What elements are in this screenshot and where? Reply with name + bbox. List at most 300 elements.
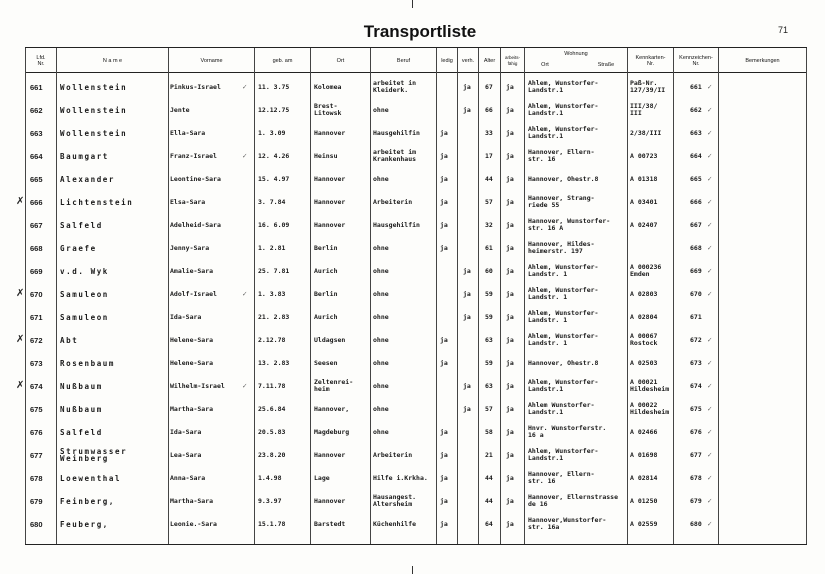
header-beruf: Beruf (396, 58, 411, 64)
row-geburtsdatum: 1.4.98 (258, 473, 282, 482)
row-cross-mark: ✗ (16, 288, 25, 299)
row-vorname: Helene-Sara (170, 358, 214, 367)
row-vorname: Franz-Israel (170, 151, 217, 160)
table-row (0, 145, 825, 167)
row-vorname: Martha-Sara (170, 404, 214, 413)
row-vorname-check: ✓ (242, 381, 248, 390)
row-geburtsdatum: 9.3.97 (258, 496, 282, 505)
row-kennzeichen-check: ✓ (707, 289, 713, 298)
header-verh: verh. (461, 58, 475, 64)
row-vorname: Jenny-Sara (170, 243, 210, 252)
row-vorname: Ida-Sara (170, 427, 202, 436)
row-geburtsdatum: 2.12.78 (258, 335, 286, 344)
row-verheiratet (463, 191, 478, 213)
row-ort: Hannover, (314, 404, 350, 413)
row-kennzeichen: 673 (690, 358, 702, 367)
header-ledig: ledig (441, 58, 453, 64)
row-verheiratet (463, 168, 478, 190)
row-wohnung: Ahlem Wunstorfer- Landstr.1 (528, 401, 595, 416)
row-beruf: Küchenhilfe (373, 519, 417, 528)
row-alter: 44 (485, 174, 493, 183)
row-kennzeichen: 672 (690, 335, 702, 344)
row-ort: Zeltenrei- heim (314, 378, 354, 393)
table-row (0, 329, 825, 351)
row-beruf: ohne (373, 358, 389, 367)
row-name: Wollenstein (60, 82, 128, 92)
row-kennzeichen: 679 (690, 496, 702, 505)
row-geburtsdatum: 1. 2.81 (258, 243, 286, 252)
document-title: Transportliste (363, 22, 477, 41)
row-kennkarte: A 02803 (630, 289, 658, 298)
table-row (0, 168, 825, 190)
row-verheiratet (463, 237, 478, 259)
row-kennkarte: A 02559 (630, 519, 658, 528)
row-kennzeichen-check: ✓ (707, 151, 713, 160)
row-number: 676 (30, 427, 43, 437)
table-bottom-border (25, 544, 807, 545)
row-wohnung: Ahlem, Wunstorfer- Landstr.1 (528, 378, 599, 393)
row-kennzeichen: 677 (690, 450, 702, 459)
row-verheiratet (463, 467, 478, 489)
row-ledig: ja (440, 519, 448, 528)
row-ort: Aurich (314, 266, 338, 275)
row-vorname: Adolf-Israel (170, 289, 217, 298)
row-arbeitsfaehig: ja (506, 128, 514, 137)
row-ledig: ja (440, 335, 448, 344)
row-kennkarte: A 02503 (630, 358, 658, 367)
table-row (0, 283, 825, 305)
row-vorname-check (242, 214, 252, 236)
row-number: 665 (30, 174, 43, 184)
row-vorname-check (242, 513, 252, 535)
table-row (0, 122, 825, 144)
table-row (0, 260, 825, 282)
row-verheiratet: ja (463, 381, 471, 390)
row-verheiratet: ja (463, 289, 471, 298)
row-vorname-check (242, 352, 252, 374)
row-kennzeichen-check (707, 306, 717, 328)
row-number: 669 (30, 266, 43, 276)
row-name: Strumwasser Weinberg (60, 447, 128, 463)
row-ort: Berlin (314, 243, 338, 252)
row-kennkarte: A 01250 (630, 496, 658, 505)
row-kennzeichen-check: ✓ (707, 496, 713, 505)
row-cross-mark: ✗ (16, 196, 25, 207)
row-kennkarte: III/38/ III (630, 102, 658, 117)
row-kennzeichen-check: ✓ (707, 519, 713, 528)
row-kennzeichen-check: ✓ (707, 427, 713, 436)
row-kennzeichen-check: ✓ (707, 381, 713, 390)
table-row (0, 398, 825, 420)
row-arbeitsfaehig: ja (506, 197, 514, 206)
row-alter: 57 (485, 197, 493, 206)
row-wohnung: Ahlem, Wunstorfer- Landstr. 1 (528, 309, 599, 324)
row-arbeitsfaehig: ja (506, 266, 514, 275)
table-row (0, 191, 825, 213)
row-number: 678 (30, 473, 43, 483)
row-ort: Lage (314, 473, 330, 482)
row-ort: Hannover (314, 128, 346, 137)
row-kennzeichen: 662 (690, 105, 702, 114)
row-beruf: arbeitet in Kleiderk. (373, 79, 417, 94)
row-alter: 21 (485, 450, 493, 459)
header-wohnung: Wohnung (564, 51, 588, 57)
row-vorname-check: ✓ (242, 82, 248, 91)
row-vorname: Leontine-Sara (170, 174, 221, 183)
row-ort: Magdeburg (314, 427, 350, 436)
row-ort: Seesen (314, 358, 338, 367)
row-wohnung: Ahlem, Wunstorfer- Landstr. 1 (528, 332, 599, 347)
row-arbeitsfaehig: ja (506, 243, 514, 252)
row-verheiratet: ja (463, 105, 471, 114)
row-name: Salfeld (60, 427, 103, 437)
row-verheiratet (463, 444, 478, 466)
header-alter: Alter (483, 58, 496, 64)
row-number: 679 (30, 496, 43, 506)
row-vorname-check (242, 168, 252, 190)
table-row (0, 76, 825, 98)
row-verheiratet (463, 490, 478, 512)
row-vorname-check (242, 467, 252, 489)
row-kennkarte: A 000236 Emden (630, 263, 662, 278)
row-kennzeichen: 675 (690, 404, 702, 413)
row-cross-mark: ✗ (16, 380, 25, 391)
row-kennzeichen: 663 (690, 128, 702, 137)
row-wohnung: Hannover, Wunstorfer- str. 16 A (528, 217, 611, 232)
row-kennzeichen-check: ✓ (707, 105, 713, 114)
row-name: Samuleon (60, 289, 109, 299)
row-kennzeichen: 676 (690, 427, 702, 436)
row-vorname: Anna-Sara (170, 473, 206, 482)
row-kennzeichen-check: ✓ (707, 450, 713, 459)
row-vorname: Pinkus-Israel (170, 82, 221, 91)
row-ort: Hannover (314, 220, 346, 229)
header-name: N a m e (102, 58, 123, 64)
row-vorname: Helene-Sara (170, 335, 214, 344)
table-row (0, 306, 825, 328)
row-number: 662 (30, 105, 43, 115)
row-verheiratet (463, 421, 478, 443)
row-beruf: arbeitet im Krankenhaus (373, 148, 417, 163)
row-vorname: Amalie-Sara (170, 266, 214, 275)
row-geburtsdatum: 7.11.78 (258, 381, 286, 390)
row-name: Samuleon (60, 312, 109, 322)
row-arbeitsfaehig: ja (506, 473, 514, 482)
row-name: Lichtenstein (60, 197, 134, 207)
row-beruf: Arbeiterin (373, 450, 413, 459)
row-ledig: ja (440, 450, 448, 459)
row-number: 667 (30, 220, 43, 230)
row-beruf: Hausgehilfin (373, 128, 420, 137)
row-verheiratet (463, 214, 478, 236)
row-arbeitsfaehig: ja (506, 427, 514, 436)
table-row (0, 490, 825, 512)
row-geburtsdatum: 1. 3.83 (258, 289, 286, 298)
row-arbeitsfaehig: ja (506, 496, 514, 505)
row-geburtsdatum: 23.8.20 (258, 450, 286, 459)
row-ort: Berlin (314, 289, 338, 298)
row-name: Alexander (60, 174, 116, 184)
row-kennkarte: A 01698 (630, 450, 658, 459)
row-name: v.d. Wyk (60, 266, 109, 276)
row-kennkarte: Paß-Nr. 127/39/II (630, 79, 666, 94)
header-arbeitsfaehig: arbeits- fähig (504, 55, 520, 66)
row-wohnung: Hannover,Wunstorfer- str. 16a (528, 516, 607, 531)
row-ledig: ja (440, 427, 448, 436)
row-beruf: Hausgehilfin (373, 220, 420, 229)
header-geb: geb. am (272, 58, 293, 64)
row-vorname: Leonie.-Sara (170, 519, 217, 528)
row-geburtsdatum: 15.1.78 (258, 519, 286, 528)
row-kennkarte: A 02407 (630, 220, 658, 229)
page-edge-mark-top (412, 0, 413, 8)
row-alter: 59 (485, 358, 493, 367)
row-number: 672 (30, 335, 43, 345)
row-arbeitsfaehig: ja (506, 381, 514, 390)
row-kennkarte (630, 237, 673, 259)
row-wohnung: Hannover, Ellern- str. 16 (528, 148, 595, 163)
row-kennzeichen: 665 (690, 174, 702, 183)
header-wohn-ort: Ort (541, 62, 549, 68)
row-verheiratet (463, 145, 478, 167)
row-alter: 32 (485, 220, 493, 229)
row-wohnung: Hannover, Strang- riede 55 (528, 194, 595, 209)
row-wohnung: Ahlem, Wunstorfer- Landstr.1 (528, 447, 599, 462)
row-kennzeichen-check: ✓ (707, 358, 713, 367)
row-vorname: Jente (170, 105, 190, 114)
row-vorname: Wilhelm-Israel (170, 381, 225, 390)
table-header-border (25, 72, 807, 73)
row-ort: Barstedt (314, 519, 346, 528)
row-wohnung: Ahlem, Wunstorfer- Landstr. 1 (528, 263, 599, 278)
row-kennkarte: 2/38/III (630, 128, 662, 137)
row-alter: 33 (485, 128, 493, 137)
row-alter: 64 (485, 519, 493, 528)
row-wohnung: Hannover, Ohestr.8 (528, 358, 599, 367)
row-vorname: Adelheid-Sara (170, 220, 221, 229)
row-kennkarte: A 03401 (630, 197, 658, 206)
row-vorname-check (242, 329, 252, 351)
row-vorname: Lea-Sara (170, 450, 202, 459)
row-name: Nußbaum (60, 381, 103, 391)
table-row (0, 513, 825, 535)
row-number: 661 (30, 82, 43, 92)
row-number: 666 (30, 197, 43, 207)
row-verheiratet (463, 329, 478, 351)
table-row (0, 352, 825, 374)
row-ort: Kolomea (314, 82, 342, 91)
row-arbeitsfaehig: ja (506, 450, 514, 459)
row-kennzeichen: 667 (690, 220, 702, 229)
row-kennkarte: A 00021 Hildesheim (630, 378, 670, 393)
row-vorname: Ida-Sara (170, 312, 202, 321)
row-beruf: Arbeiterin (373, 197, 413, 206)
row-geburtsdatum: 11. 3.75 (258, 82, 290, 91)
row-geburtsdatum: 25. 7.81 (258, 266, 290, 275)
row-geburtsdatum: 15. 4.97 (258, 174, 290, 183)
row-ledig: ja (440, 220, 448, 229)
row-ort: Hannover (314, 197, 346, 206)
table-row (0, 375, 825, 397)
table-row (0, 237, 825, 259)
row-ledig (440, 99, 457, 121)
row-vorname-check (242, 260, 252, 282)
row-kennkarte: A 00022 Hildesheim (630, 401, 670, 416)
row-wohnung: Ahlem, Wunstorfer- Landstr.1 (528, 125, 599, 140)
row-kennzeichen: 680 (690, 519, 702, 528)
row-alter: 63 (485, 335, 493, 344)
row-beruf: ohne (373, 312, 389, 321)
row-kennzeichen: 664 (690, 151, 702, 160)
header-wohn-strasse: Straße (597, 62, 615, 68)
header-kennkarte: Kennkarten- Nr. (635, 55, 666, 67)
row-wohnung: Hnvr. Wunstorferstr. 16 a (528, 424, 607, 439)
row-ledig: ja (440, 496, 448, 505)
row-vorname-check (242, 99, 252, 121)
row-geburtsdatum: 12. 4.26 (258, 151, 290, 160)
row-name: Wollenstein (60, 105, 128, 115)
row-vorname-check (242, 237, 252, 259)
row-arbeitsfaehig: ja (506, 151, 514, 160)
row-arbeitsfaehig: ja (506, 404, 514, 413)
row-kennkarte: A 02804 (630, 312, 658, 321)
row-number: 663 (30, 128, 43, 138)
row-kennzeichen: 666 (690, 197, 702, 206)
row-wohnung: Hannover, Ellernstrasse de 16 (528, 493, 619, 508)
row-vorname-check (242, 398, 252, 420)
row-vorname-check (242, 421, 252, 443)
row-ledig: ja (440, 174, 448, 183)
row-vorname-check: ✓ (242, 151, 248, 160)
row-number: 670 (30, 289, 43, 299)
row-ledig: ja (440, 128, 448, 137)
row-kennzeichen-check: ✓ (707, 174, 713, 183)
row-beruf: ohne (373, 266, 389, 275)
row-name: Abt (60, 335, 79, 345)
row-ledig: ja (440, 358, 448, 367)
row-kennzeichen-check: ✓ (707, 266, 713, 275)
row-alter: 63 (485, 381, 493, 390)
row-vorname: Ella-Sara (170, 128, 206, 137)
row-arbeitsfaehig: ja (506, 105, 514, 114)
header-lfd: Lfd. Nr. (36, 55, 46, 67)
row-kennkarte: A 01318 (630, 174, 658, 183)
row-beruf: ohne (373, 105, 389, 114)
row-geburtsdatum: 1. 3.09 (258, 128, 286, 137)
row-kennzeichen: 668 (690, 243, 702, 252)
row-arbeitsfaehig: ja (506, 312, 514, 321)
table-row (0, 99, 825, 121)
row-geburtsdatum: 16. 6.09 (258, 220, 290, 229)
row-ledig (440, 398, 457, 420)
row-alter: 58 (485, 427, 493, 436)
row-beruf: Hausangest. Altersheim (373, 493, 417, 508)
row-kennzeichen-check: ✓ (707, 220, 713, 229)
row-ort: Hannover (314, 496, 346, 505)
row-kennzeichen: 670 (690, 289, 702, 298)
row-verheiratet: ja (463, 404, 471, 413)
row-wohnung: Ahlem, Wunstorfer- Landstr.1 (528, 102, 599, 117)
row-beruf: ohne (373, 174, 389, 183)
page-edge-mark-bottom (412, 566, 413, 574)
row-kennzeichen-check: ✓ (707, 243, 713, 252)
row-geburtsdatum: 21. 2.83 (258, 312, 290, 321)
row-kennzeichen-check: ✓ (707, 335, 713, 344)
row-ort: Uldagsen (314, 335, 346, 344)
header-bemerkungen: Bemerkungen (745, 58, 780, 64)
row-alter: 44 (485, 473, 493, 482)
row-verheiratet (463, 513, 478, 535)
row-verheiratet: ja (463, 82, 471, 91)
row-verheiratet: ja (463, 312, 471, 321)
row-ledig (440, 375, 457, 397)
row-ledig: ja (440, 197, 448, 206)
row-arbeitsfaehig: ja (506, 220, 514, 229)
row-name: Wollenstein (60, 128, 128, 138)
row-name: Baumgart (60, 151, 109, 161)
header-vorname: Vorname (200, 58, 223, 64)
row-kennzeichen: 661 (690, 82, 702, 91)
row-arbeitsfaehig: ja (506, 174, 514, 183)
row-vorname-check: ✓ (242, 289, 248, 298)
row-kennzeichen-check: ✓ (707, 404, 713, 413)
table-top-border (25, 47, 807, 48)
row-ledig (440, 283, 457, 305)
row-verheiratet (463, 352, 478, 374)
row-wohnung: Ahlem, Wunstorfer- Landstr. 1 (528, 286, 599, 301)
row-ledig (440, 306, 457, 328)
row-name: Rosenbaum (60, 358, 116, 368)
table-row (0, 421, 825, 443)
row-number: 680 (30, 519, 43, 529)
row-beruf: ohne (373, 335, 389, 344)
row-kennzeichen-check: ✓ (707, 197, 713, 206)
row-kennkarte: A 00067 Rostock (630, 332, 658, 347)
row-alter: 66 (485, 105, 493, 114)
row-name: Loewenthal (60, 473, 122, 483)
row-wohnung: Ahlem, Wunstorfer- Landstr.1 (528, 79, 599, 94)
row-kennkarte: A 00723 (630, 151, 658, 160)
row-beruf: ohne (373, 243, 389, 252)
row-number: 668 (30, 243, 43, 253)
table-row (0, 467, 825, 489)
row-vorname: Elsa-Sara (170, 197, 206, 206)
row-alter: 67 (485, 82, 493, 91)
row-alter: 17 (485, 151, 493, 160)
header-ort: Ort (336, 58, 345, 64)
row-vorname-check (242, 490, 252, 512)
row-vorname-check (242, 191, 252, 213)
row-ort: Brest- Litowsk (314, 102, 342, 117)
row-ort: Aurich (314, 312, 338, 321)
row-ledig: ja (440, 473, 448, 482)
row-name: Salfeld (60, 220, 103, 230)
row-number: 671 (30, 312, 43, 322)
row-kennzeichen: 671 (690, 312, 702, 321)
row-wohnung: Hannover, Ohestr.8 (528, 174, 599, 183)
row-arbeitsfaehig: ja (506, 335, 514, 344)
row-wohnung: Hannover, Ellern- str. 16 (528, 470, 595, 485)
row-beruf: ohne (373, 289, 389, 298)
page-number: 71 (778, 25, 789, 35)
row-name: Nußbaum (60, 404, 103, 414)
row-number: 674 (30, 381, 43, 391)
row-ledig (440, 76, 457, 98)
row-number: 677 (30, 450, 43, 460)
row-vorname-check (242, 122, 252, 144)
row-geburtsdatum: 20.5.83 (258, 427, 286, 436)
table-row (0, 214, 825, 236)
